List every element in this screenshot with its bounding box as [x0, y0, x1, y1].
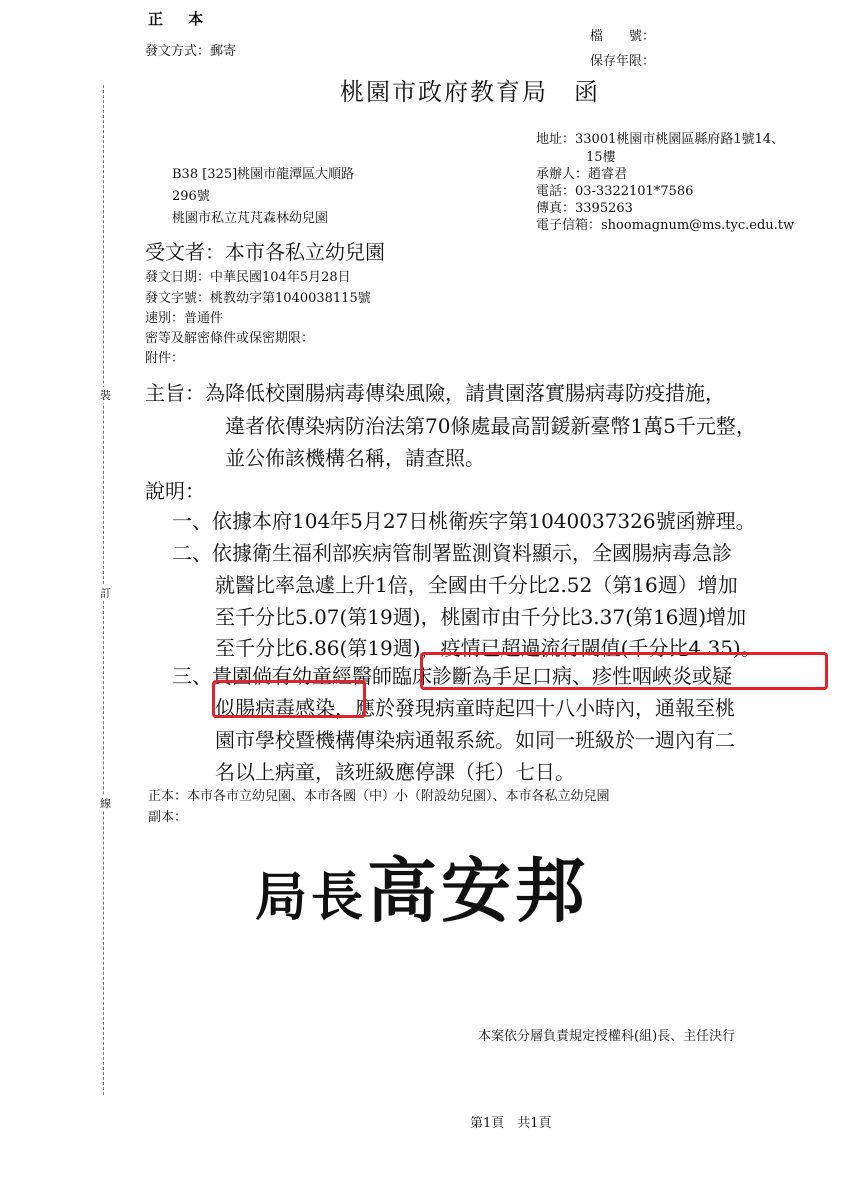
fax: 傳真：3395263	[536, 201, 633, 216]
office-address-line1: 地址：33001桃園市桃園區縣府路1號14、	[536, 132, 785, 147]
file-number: 檔 號：	[590, 29, 656, 44]
explanation-item2-line2: 就醫比率急遽上升1倍，全國由千分比2.52（第16週）增加	[215, 573, 738, 597]
director-signature	[255, 835, 589, 936]
subject-line1: 主旨：為降低校園腸病毒傳染風險，請貴園落實腸病毒防疫措施，	[145, 381, 725, 405]
handler: 承辦人：趙睿君	[536, 167, 628, 182]
explanation-item3-line1: 三、貴園倘有幼童經醫師臨床診斷為手足口病、疹性咽峽炎或疑	[172, 664, 732, 688]
retention-period: 保存年限：	[590, 54, 656, 69]
signature-title: 局長	[255, 867, 368, 928]
highlight-box-diagnosis	[420, 652, 828, 690]
explanation-item1: 一、依據本府104年5月27日桃衛疾字第1040037326號函辦理。	[172, 509, 756, 533]
issue-date: 發文日期：中華民國104年5月28日	[145, 270, 351, 285]
explanation-item2-line4: 至千分比6.86(第19週)，疫情已超過流行閾值(千分比4.35)。	[215, 636, 761, 660]
subject-line2: 違者依傳染病防治法第70條處最高罰鍰新臺幣1萬5千元整，	[225, 414, 756, 438]
attachments: 附件：	[145, 351, 185, 366]
distribution-original: 正本：本市各市立幼兒園、本市各國（中）小（附設幼兒園）、本市各私立幼兒園	[148, 789, 610, 804]
signature-name: 高安邦	[367, 849, 590, 932]
receiver: 受文者：本市各私立幼兒園	[145, 240, 385, 264]
send-method: 發文方式：郵寄	[145, 44, 237, 59]
explanation-item3-line4: 名以上病童，該班級應停課（托）七日。	[215, 760, 575, 784]
explanation-heading: 說明：	[145, 479, 205, 503]
explanation-item3-line2: 似腸病毒感染，應於發現病童時起四十八小時內，通報至桃	[215, 696, 735, 720]
binding-mark-staple: 訂	[100, 587, 111, 600]
subject-line3: 並公佈該機構名稱，請查照。	[225, 446, 485, 470]
binding-mark-line: 線	[100, 797, 111, 810]
email: 電子信箱：shoomagnum@ms.tyc.edu.tw	[536, 218, 795, 233]
document-number: 發文字號：桃教幼字第1040038115號	[145, 291, 371, 306]
phone: 電話：03-3322101*7586	[536, 184, 694, 199]
delegation-note: 本案依分層負責規定授權科(組)長、主任決行	[478, 1029, 736, 1044]
distribution-copy: 副本：	[148, 810, 188, 825]
speed-class: 速別：普通件	[145, 311, 224, 326]
document-title: 桃園市政府教育局 函	[340, 78, 600, 106]
copy-mark: 正 本	[148, 10, 214, 28]
explanation-item2-line1: 二、依據衛生福利部疾病管制署監測資料顯示，全國腸病毒急診	[172, 541, 732, 565]
page-number: 第1頁 共1頁	[470, 1116, 552, 1131]
binding-mark-bind: 裝	[100, 389, 111, 402]
secrecy-class: 密等及解密條件或保密期限：	[145, 331, 315, 346]
recipient-address-line2: 296號	[172, 189, 210, 204]
explanation-item3-line3: 園市學校暨機構傳染病通報系統。如同一班級於一週內有二	[215, 728, 735, 752]
explanation-item2-line3: 至千分比5.07(第19週)，桃園市由千分比3.37(第16週)增加	[215, 605, 747, 629]
recipient-address-line3: 桃園市私立芃芃森林幼兒園	[172, 211, 329, 226]
highlight-box-suspected	[212, 680, 366, 718]
recipient-address-line1: B38 [325]桃園市龍潭區大順路	[172, 167, 355, 182]
office-address-line2: 15樓	[586, 150, 616, 165]
